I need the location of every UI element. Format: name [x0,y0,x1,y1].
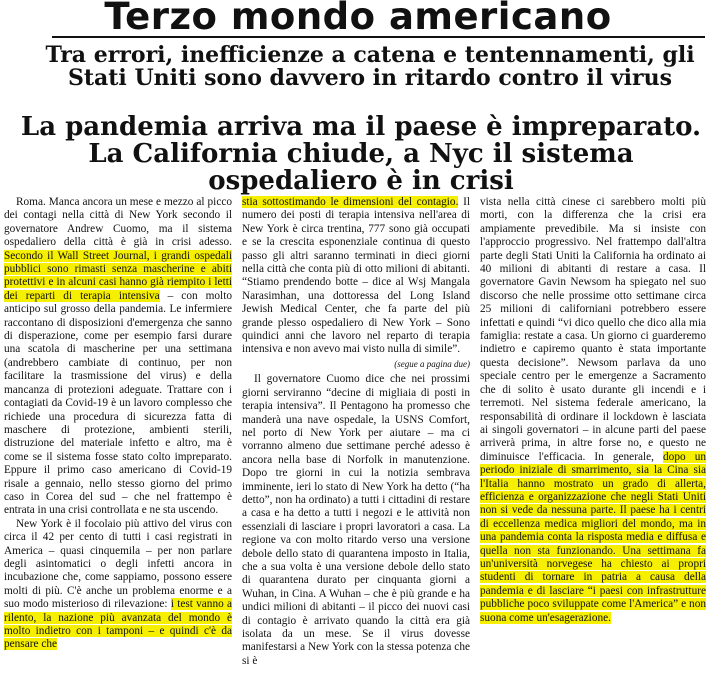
body-text: – con molto anticipo sul grosso della pandemia. Le infermiere raccontano di disposizioni d'emergenza che sanno di disperazione, come per esempio farsi durare una scatola di mascherine per una settimana (andrebbero cambiate di continuo, per non facilitare la trasmissione del virus) e della mancanza di protezioni adeguate. Trattare con i contagiati da Covid-19 è un lavoro complesso che richiede una procedura di sicurezza fatta di maschere di protezione, ambienti sterili, distruzione del materiale infetto e altro, ma è come se il sistema fosse stato colto impreparato. Eppure il primo caso americano di Covid-19 risale a gennaio, nello stesso giorno del primo caso in Corea del sud – che nel frattempo è entrata in una crisi controllata e ne sta uscendo. [4,289,232,517]
continued-note: (segue a pagina due) [394,358,470,369]
paragraph [4,518,232,652]
article-column-3 [480,196,706,686]
paragraph [480,196,706,625]
paragraph [242,373,470,668]
article-column-1 [4,196,232,686]
highlighted-text: dopo un periodo iniziale di smarrimento, sia la Cina sia l'Italia hanno mostrato un grado di allerta, efficienza e organizzazione che negli Stati Uniti non si vede da nessuna parte. Il paese ha i centri di eccellenza medica migliori del mondo, ma in una pandemia conta la risposta media e diffusa e quella non sta funzionando. Una settimana fa un'università norvegese ha chiesto ai propri studenti di tornare in patria a causa della pandemia e di lasciare “i paesi con infrastrutture pubbliche poco sviluppate come l'America” e non suona come un'esagerazione. [480,450,706,624]
highlighted-text: stia sottostimando le dimensioni del contagio. [242,196,459,208]
highlighted-text: Secondo il Wall Street Journal, i grandi ospedali pubblici sono rimasti senza mascherine e abiti protettivi e in alcuni casi hanno già riempito i letti dei reparti di terapia intensiva [4,249,232,302]
title-rule [52,36,705,38]
article-title: Terzo mondo americano [104,0,612,38]
paragraph [4,196,232,518]
paragraph [242,196,470,357]
article-headline: La pandemia arriva ma il paese è impreparato. La California chiude, a Nyc il sistema ospedaliero è in crisi [20,112,702,196]
body-text: New York è il focolaio più attivo del virus con circa il 42 per cento di tutti i casi registrati in America – quasi cinquemila – per non parlare degli asintomatici o degli infetti ancora in incubazione che, come sappiamo, possono essere molti di più. C'è anche un problema enorme e a suo modo misterioso di rilevazione: [4,517,232,611]
body-text: Roma. Manca ancora un mese e mezzo al picco dei contagi nella città di New York secondo il governatore Andrew Cuomo, ma il sistema ospedaliero della città è già in crisi adesso. [4,196,232,249]
highlighted-text: i test vanno a rilento, la nazione più avanzata del mondo è molto indietro con i tamponi – e quindi c'è da pensare che [4,598,232,651]
body-text: Il governatore Cuomo dice che nei prossimi giorni serviranno “decine di migliaia di posti in terapia intensiva”. Il Pentagono ha promesso che manderà una nave ospedale, la USNS Comfort, nel porto di New York per aiutare – ma ci vorranno almeno due settimane perché adesso è ancora nella base di Norfolk in manutenzione. Dopo tre giorni in cui la notizia sembrava imminente, ieri lo stato di New York ha detto (“ha detto”, non ha ordinato) a tutti i cittadini di restare a casa e ha detto a tutti i negozi e le attività non essenziali di lasciare i propri lavoratori a casa. La regione va con molto ritardo verso una versione debole dello stato di quarantena imposto in Italia, che a sua volta è una versione debole dello stato di quarantena durato per cinquanta giorni a Wuhan, in Cina. A Wuhan – che è più grande e ha undici milioni di abitanti – il picco dei nuovi casi di contagio è arrivato quando la città era già isolata da un mese. Se il virus dovesse manifestarsi a New York con la stessa potenza che si è [242,373,470,667]
body-text: vista nella città cinese ci sarebbero molti più morti, con la differenza che la crisi era ampiamente prevedibile. Ma si insiste con l'approccio progressivo. Nel frattempo dall'altra parte degli Stati Uniti la California ha ordinato ai 40 milioni di abitanti di restare a casa. Il governatore Gavin Newsom ha spiegato nel suo discorso che nelle prossime otto settimane circa 25 milioni di californiani potrebbero essere infettati e quindi “vi dico quello che dico alla mia famiglia: restate a casa. Un giorno ci guarderemo indietro e capiremo quanto è stata importante questa decisione”. Newsom parlava da uno speciale centro per le emergenze a Sacramento che di solito è usato durante gli incendi e i terremoti. Nel sistema federale americano, la responsabilità di ordinare il lockdown è lasciata ai singoli governatori – in alcune parti del paese arriverà prima, in altre forse no, e questo ne diminuisce l'efficacia. In generale, [480,196,706,463]
article-column-2 [242,196,470,686]
article-subhead: Tra errori, inefficienze a catena e tentennamenti, gli Stati Uniti sono davvero in ritardo contro il virus [45,42,695,91]
body-text: Il numero dei posti di terapia intensiva nell'area di New York è circa trentina, 777 sono già occupati e se la crescita esponenziale continua di questo passo gli altri saranno terminati in dieci giorni nella città che conta più di otto milioni di abitanti. “Stiamo prendendo botte – dice al Wsj Mangala Narasimhan, una dottoressa del Long Island Jewish Medical Center, che fa parte del più grande plesso ospedaliero di New York – Sono quindici anni che lavoro nel reparto di terapia intensiva e non avevo mai visto nulla di simile”. [242,196,470,356]
